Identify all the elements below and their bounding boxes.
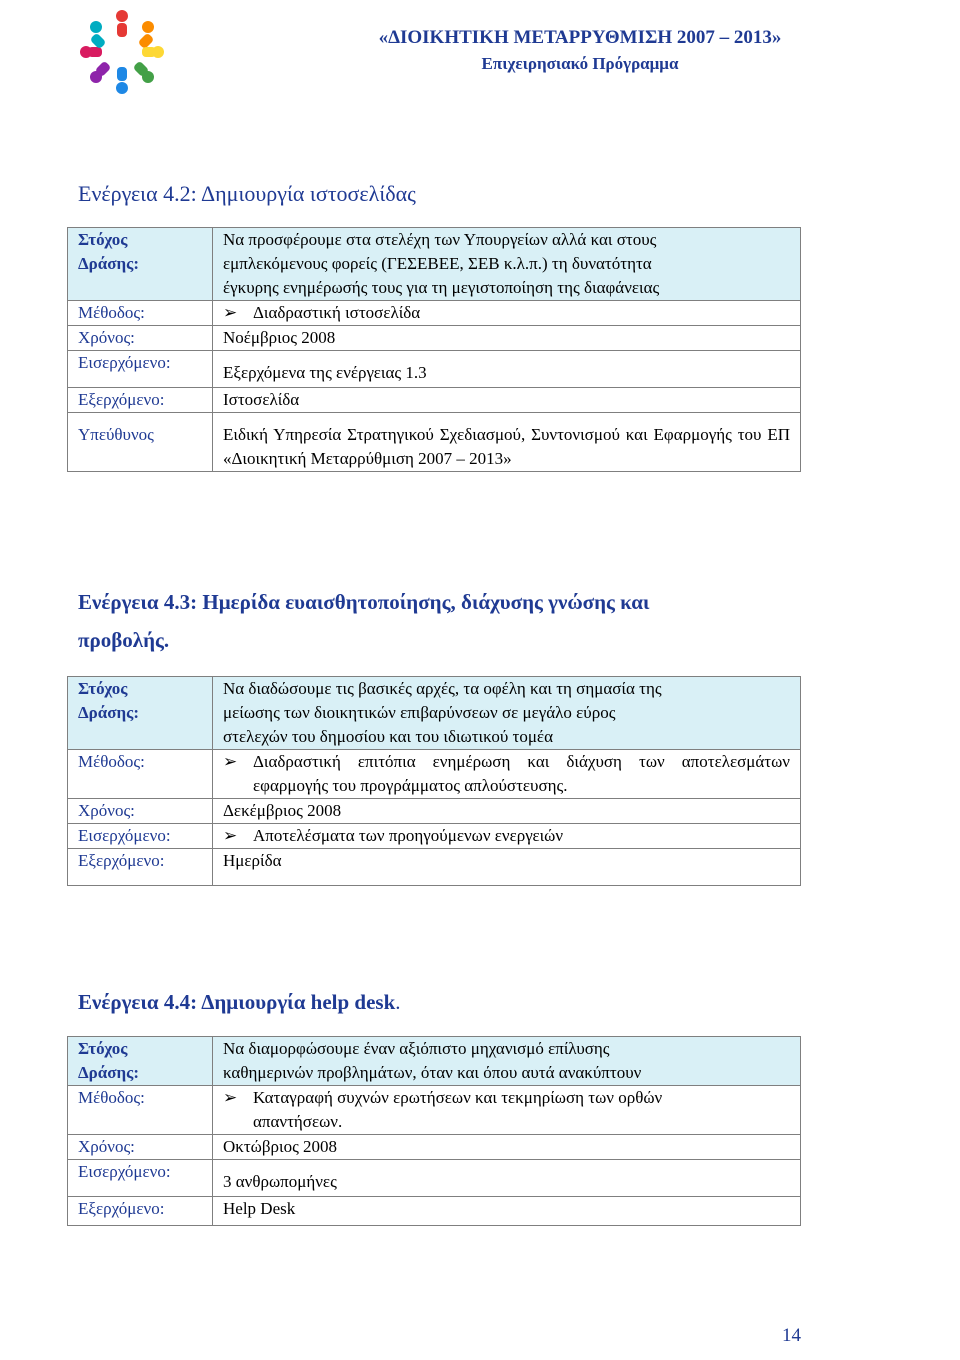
goal-label-line-1: Στόχος xyxy=(78,230,128,249)
goal-label xyxy=(68,228,213,301)
people-circle-logo xyxy=(72,4,172,100)
goal-text-line-2: εμπλεκόμενους φορείς (ΓΕΣΕΒΕΕ, ΣΕΒ κ.λ.π.) τη δυνατότητα xyxy=(223,254,652,273)
method-text-line-2: απαντήσεων. xyxy=(253,1112,343,1131)
time-label: Χρόνος: xyxy=(68,326,213,351)
goal-text-line-1: Να διαδώσουμε τις βασικές αρχές, τα οφέλη και τη σημασία της xyxy=(223,679,662,698)
goal-row xyxy=(68,228,801,301)
method-row xyxy=(68,301,801,326)
goal-text-line-3: στελεχών του δημοσίου και του ιδιωτικού τομέα xyxy=(223,727,553,746)
responsible-label: Υπεύθυνος xyxy=(68,413,213,472)
goal-label-line-1: Στόχος xyxy=(78,679,128,698)
time-label: Χρόνος: xyxy=(68,799,213,824)
responsible-row xyxy=(68,413,801,472)
input-value: 3 ανθρωπομήνες xyxy=(213,1160,801,1197)
goal-text xyxy=(213,228,801,301)
goal-label xyxy=(68,1037,213,1086)
goal-text xyxy=(213,677,801,750)
goal-label-line-2: Δράσης: xyxy=(78,254,139,273)
input-label: Εισερχόμενο: xyxy=(68,824,213,849)
arrow-bullet-icon: ➢ xyxy=(223,303,238,322)
header-title: «ΔΙΟΙΚΗΤΙΚΗ ΜΕΤΑΡΡΥΘΜΙΣΗ 2007 – 2013» xyxy=(378,27,782,48)
action-table-4-2 xyxy=(67,227,801,472)
method-row xyxy=(68,750,801,799)
method-text: Διαδραστική ιστοσελίδα xyxy=(253,303,421,322)
method-text-line-1: Καταγραφή συχνών ερωτήσεων και τεκμηρίωση των ορθών xyxy=(253,1088,663,1107)
arrow-bullet-icon: ➢ xyxy=(223,826,238,845)
method-value xyxy=(213,301,801,326)
responsible-value: Ειδική Υπηρεσία Στρατηγικού Σχεδιασμού, Συντονισμού και Εφαρμογής του ΕΠ «Διοικητική Μεταρρύθμιση 2007 – 2013» xyxy=(213,413,801,472)
goal-label xyxy=(68,677,213,750)
section-title-4-3-line-1: Ενέργεια 4.3: Ημερίδα ευαισθητοποίησης, διάχυσης γνώσης και xyxy=(78,590,650,614)
method-value xyxy=(213,750,801,799)
goal-text-line-2: καθημερινών προβλημάτων, όταν και όπου αυτά ανακύπτουν xyxy=(223,1063,642,1082)
page-number: 14 xyxy=(782,1325,801,1346)
output-label: Εξερχόμενο: xyxy=(68,849,213,886)
goal-row xyxy=(68,1037,801,1086)
output-row xyxy=(68,849,801,886)
header-subtitle: Επιχειρησιακό Πρόγραμμα xyxy=(481,54,679,73)
page-header xyxy=(0,0,960,110)
method-row xyxy=(68,1086,801,1135)
section-title-4-4-end: . xyxy=(395,990,401,1014)
time-value: Οκτώβριος 2008 xyxy=(213,1135,801,1160)
goal-text xyxy=(213,1037,801,1086)
section-title-4-4-text: Ενέργεια 4.4: Δημιουργία help desk xyxy=(78,990,396,1014)
action-table-4-4 xyxy=(67,1036,801,1226)
time-value: Νοέμβριος 2008 xyxy=(213,326,801,351)
goal-label-line-1: Στόχος xyxy=(78,1039,128,1058)
time-value: Δεκέμβριος 2008 xyxy=(213,799,801,824)
time-row xyxy=(68,326,801,351)
method-label: Μέθοδος: xyxy=(68,301,213,326)
output-label: Εξερχόμενο: xyxy=(68,388,213,413)
goal-text-line-1: Να προσφέρουμε στα στελέχη των Υπουργείων αλλά και στους xyxy=(223,230,657,249)
section-title-4-3-line-2: προβολής. xyxy=(78,628,170,652)
input-value xyxy=(213,824,801,849)
time-label: Χρόνος: xyxy=(68,1135,213,1160)
method-label: Μέθοδος: xyxy=(68,1086,213,1135)
output-value: Help Desk xyxy=(213,1197,801,1226)
goal-text-line-2: μείωσης των διοικητικών επιβαρύνσεων σε μεγάλο εύρος xyxy=(223,703,616,722)
goal-text-line-1: Να διαμορφώσουμε έναν αξιόπιστο μηχανισμό επίλυσης xyxy=(223,1039,610,1058)
output-label: Εξερχόμενο: xyxy=(68,1197,213,1226)
goal-label-line-2: Δράσης: xyxy=(78,1063,139,1082)
goal-text-line-3: έγκυρης ενημέρωσής τους για τη μεγιστοποίηση της διαφάνειας xyxy=(223,278,660,297)
arrow-bullet-icon: ➢ xyxy=(223,1088,238,1107)
method-text: Διαδραστική επιτόπια ενημέρωση και διάχυση των αποτελεσμάτων εφαρμογής του προγράμματος απλούστευσης. xyxy=(253,752,790,795)
input-value: Εξερχόμενα της ενέργειας 1.3 xyxy=(213,351,801,388)
action-table-4-3 xyxy=(67,676,801,886)
output-value: Ημερίδα xyxy=(213,849,801,886)
input-label: Εισερχόμενο: xyxy=(68,351,213,388)
output-value: Ιστοσελίδα xyxy=(213,388,801,413)
section-title-4-2: Ενέργεια 4.2: Δημιουργία ιστοσελίδας xyxy=(78,181,416,206)
arrow-bullet-icon: ➢ xyxy=(223,752,238,771)
output-row xyxy=(68,388,801,413)
input-row xyxy=(68,824,801,849)
input-row xyxy=(68,1160,801,1197)
input-row xyxy=(68,351,801,388)
input-text: Αποτελέσματα των προηγούμενων ενεργειών xyxy=(253,826,564,845)
goal-label-line-2: Δράσης: xyxy=(78,703,139,722)
output-row xyxy=(68,1197,801,1226)
section-title-4-4 xyxy=(78,988,401,1016)
goal-row xyxy=(68,677,801,750)
time-row xyxy=(68,1135,801,1160)
method-label: Μέθοδος: xyxy=(68,750,213,799)
time-row xyxy=(68,799,801,824)
section-title-4-3 xyxy=(78,588,649,654)
input-label: Εισερχόμενο: xyxy=(68,1160,213,1197)
method-value xyxy=(213,1086,801,1135)
